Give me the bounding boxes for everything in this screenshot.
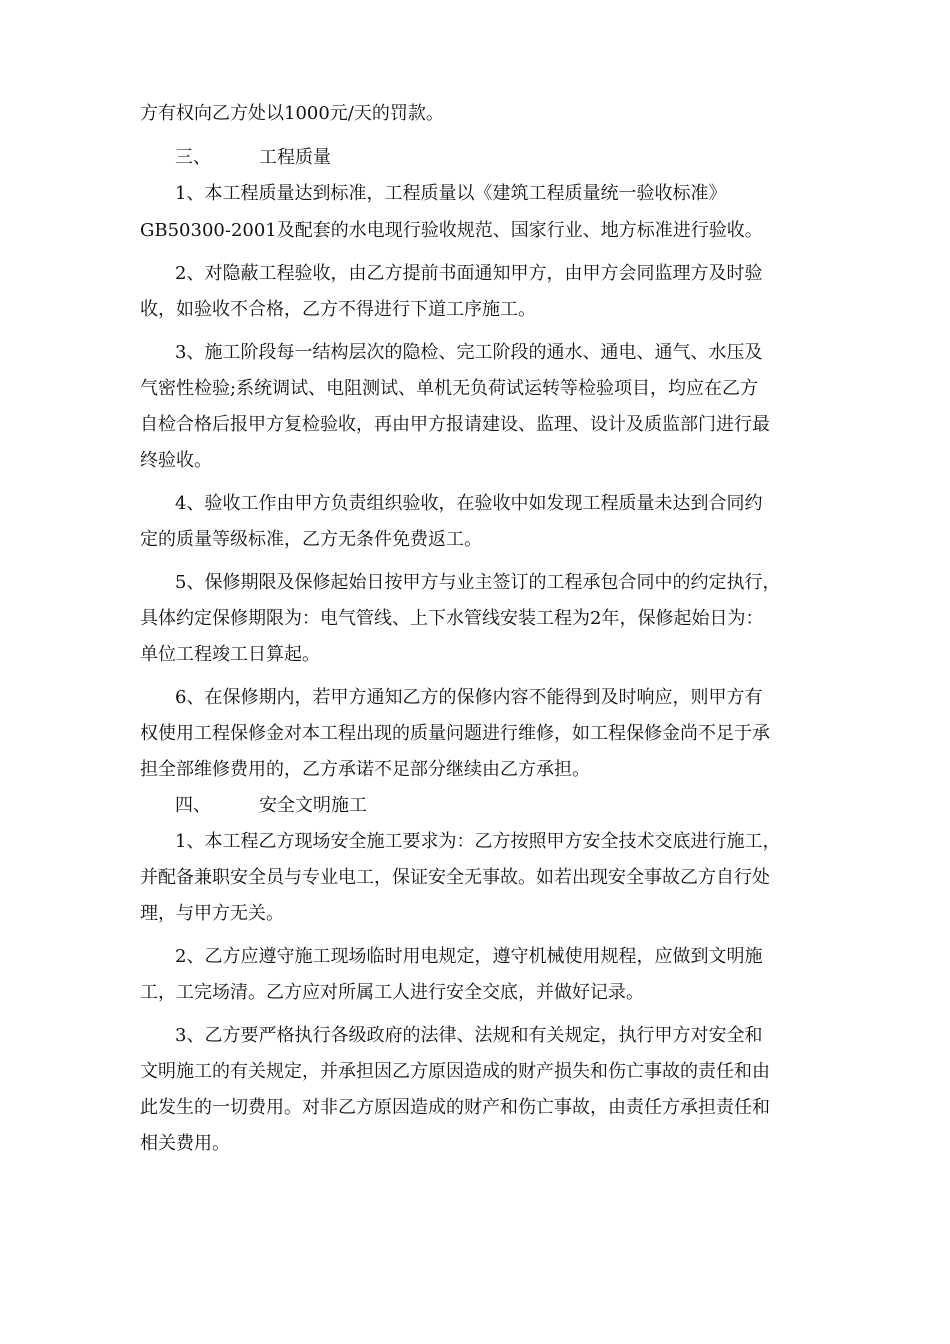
paragraph-line: 文明施工的有关规定，并承担因乙方原因造成的财产损失和伤亡事故的责任和由 xyxy=(140,1061,770,1082)
paragraph-line: 工，工完场清。乙方应对所属工人进行安全交底，并做好记录。 xyxy=(140,982,644,1003)
paragraph-line: 相关费用。 xyxy=(140,1133,230,1154)
section-heading xyxy=(175,794,367,818)
paragraph-line: 终验收。 xyxy=(140,450,212,471)
paragraph-line: 担全部维修费用的，乙方承诺不足部分继续由乙方承担。 xyxy=(140,759,590,780)
paragraph-line: 5、保修期限及保修起始日按甲方与业主签订的工程承包合同中的约定执行， xyxy=(175,572,781,593)
paragraph-line: 此发生的一切费用。对非乙方原因造成的财产和伤亡事故，由责任方承担责任和 xyxy=(140,1097,770,1118)
paragraph-line: 3、乙方要严格执行各级政府的法律、法规和有关规定，执行甲方对安全和 xyxy=(175,1025,763,1046)
section-title: 工程质量 xyxy=(259,147,331,168)
paragraph-line: 定的质量等级标准，乙方无条件免费返工。 xyxy=(140,529,482,550)
paragraph-line: 理，与甲方无关。 xyxy=(140,903,284,924)
section-number: 四、 xyxy=(175,795,211,816)
section-number: 三、 xyxy=(175,147,211,168)
text-line: 方有权向乙方处以1000元/天的罚款。 xyxy=(140,103,444,124)
paragraph-line: 自检合格后报甲方复检验收，再由甲方报请建设、监理、设计及质监部门进行最 xyxy=(140,414,770,435)
paragraph-line: 收，如验收不合格，乙方不得进行下道工序施工。 xyxy=(140,299,536,320)
paragraph-line: 1、本工程质量达到标准，工程质量以《建筑工程质量统一验收标准》 xyxy=(175,183,727,204)
paragraph-line: 2、对隐蔽工程验收，由乙方提前书面通知甲方，由甲方会同监理方及时验 xyxy=(175,263,763,284)
paragraph-line: GB50300-2001及配套的水电现行验收规范、国家行业、地方标准进行验收。 xyxy=(140,220,763,241)
paragraph-line: 并配备兼职安全员与专业电工，保证安全无事故。如若出现安全事故乙方自行处 xyxy=(140,867,770,888)
paragraph-line: 气密性检验;系统调试、电阻测试、单机无负荷试运转等检验项目，均应在乙方 xyxy=(140,378,759,399)
paragraph-line: 1、本工程乙方现场安全施工要求为：乙方按照甲方安全技术交底进行施工， xyxy=(175,831,781,852)
paragraph-line: 具体约定保修期限为：电气管线、上下水管线安装工程为2年，保修起始日为： xyxy=(140,608,764,629)
paragraph-line: 3、施工阶段每一结构层次的隐检、完工阶段的通水、通电、通气、水压及 xyxy=(175,342,763,363)
paragraph-line: 权使用工程保修金对本工程出现的质量问题进行维修，如工程保修金尚不足于承 xyxy=(140,723,770,744)
section-heading xyxy=(175,146,331,170)
paragraph-line: 6、在保修期内，若甲方通知乙方的保修内容不能得到及时响应，则甲方有 xyxy=(175,687,763,708)
paragraph-line: 2、乙方应遵守施工现场临时用电规定，遵守机械使用规程，应做到文明施 xyxy=(175,946,763,967)
paragraph-line: 单位工程竣工日算起。 xyxy=(140,644,320,665)
paragraph-line: 4、验收工作由甲方负责组织验收，在验收中如发现工程质量未达到合同约 xyxy=(175,493,763,514)
section-title: 安全文明施工 xyxy=(259,795,367,816)
